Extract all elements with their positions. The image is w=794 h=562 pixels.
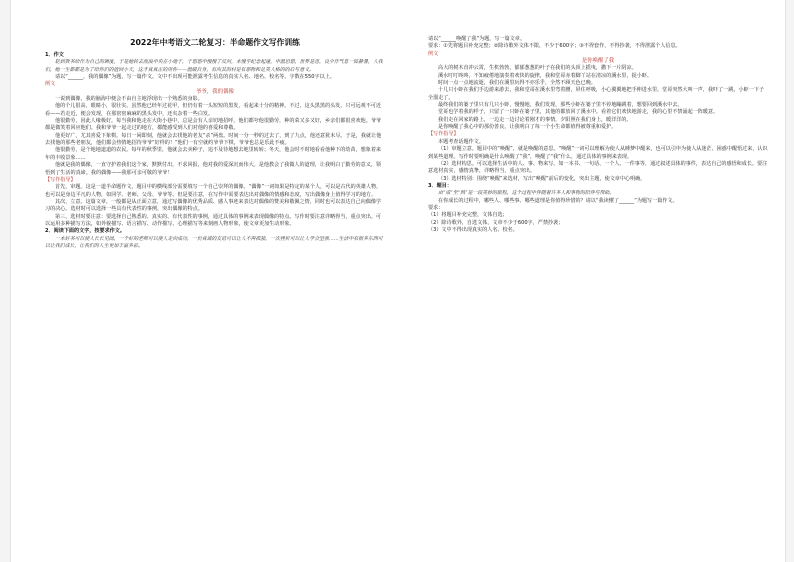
essay-paragraph: 他很勤劳，因此人缘极好。每当我和他走在大街小巷中，总是会有人亲切地招呼，他们都夸他很勤劳，种的菜又多又好，乡亲们都很喜欢他。爷爷都是微笑着回应他们。我和爷爷一起走过的地方，都能感受到人们对他的喜爱和尊敬。 [45, 118, 382, 132]
page-title: 2022年中考语文二轮复习：半命题作文写作训练 [130, 38, 300, 47]
requirements-heading: 要求： [428, 204, 444, 211]
essay-paragraph: 一说到偶像，我的脑海中便会不由自主地浮现出一个熟悉的身影。 [55, 96, 203, 103]
essay-paragraph: 时间一点一点地流逝，我们在溪里玩得不亦乐乎，全然不顾天色已晚。 [438, 80, 596, 87]
example-label: 例文 [428, 50, 439, 57]
document-page [10, 0, 786, 562]
essay-paragraph: 高大的树木直冲云霄，生机勃勃，郁郁葱葱的叶子在我们的头顶上摇曳，撒下一片阴凉。 [438, 65, 637, 72]
example-label: 例文 [45, 81, 56, 88]
question-3-heading: 3．题目： [428, 182, 452, 189]
essay-paragraph: 溪水叮叮咚咚，不知疲倦地演奏着欢快的旋律，我和堂哥赤着脚丫站在清凉的溪水里，捉小虾。 [438, 72, 652, 79]
guide-paragraph: 本题考查话题作文。 [438, 138, 484, 145]
guide-paragraph: （3）选材特别：围绕“唤醒”来选材，写出“唤醒”前后的变化，突出主题，使文章中心明确。 [438, 175, 646, 182]
essay-paragraph: 他就是我的偶像，一直守护着我们这个家，默默付出，不求回报，他对我的爱深沉而伟大。是他教会了我做人的道理，让我明白了勤劳的意义，领悟到了生活的真谛。我的偶像——我那可亲可敬的爷爷！ [45, 162, 382, 176]
guide-heading: 【写作指导】 [428, 131, 459, 138]
essay-paragraph: 他更好广，尤其喜爱下象棋。每日一闲即刻，他就会去找他的老友“杀”两盘。时间一分一秒的过去了，到了九点，他还意犹未尽。于是，我就让他去找他的那些老朋友，他们都会热情地招待爷爷“好样的！”他们一有空就约爷爷下棋，爷爷也总是乐此不疲。 [45, 132, 382, 147]
essay-title: 是你唤醒了我 [581, 58, 615, 65]
essay-paragraph: 他很勤劳，是个地地道道的农民。每年的秋季里，他就会去卖种子，追不及待地想去地里转转；冬天，他会时不时地看看他种下的幼苗，想象着来年的丰收景象…… [45, 147, 382, 161]
question-3-prompt: 在你成长的过程中，哪些人、哪些事、哪些道理是你值得珍惜的？请以“我读懂了______”为题写一篇作文。 [438, 197, 678, 204]
guide-paragraph: （2）选材构思。可以选择生活中的人、事、物来写，如一本书、一句话、一个人、一件事等，通过叙述具体的事件，表达自己的感悟和成长。要注意选材真实，感情真挚，详略得当，重点突出。 [428, 160, 768, 175]
guide-paragraph: （1）审题立意。题目中的“唤醒”，就是唤醒的意思。“唤醒”一词可以理解为使人从睡梦中醒来，也可以引申为使人从迷茫、困惑中醒悟过来，认识到某些道理。写作时要明确是什么唤醒了“我”，唤醒了“我”什么，通过具体的事例来表现。 [428, 146, 768, 160]
essay-title: 爷爷，我的偶像 [196, 88, 234, 95]
guide-paragraph: 第三，选材时要注意：要选择自己熟悉的、真实的、有代表性的事例，通过具体的事例来表现偶像的特点。写作时要注意详略得当，重点突出。可以运用多种描写方法，如外貌描写、语言描写、动作描写、心理描写等来刻画人物形象，使文章更加生动形象。 [45, 213, 382, 227]
question-3-material: 由“成”至“熟”是一段美妙的旅程，这个过程中伴随着许多人和事物的陪伴与帮助。 [438, 190, 615, 197]
question-2-heading: 2．阅读下面的文字，按要求作文。 [45, 228, 125, 235]
requirement-item: （1）将题目补充完整，文体自选； [428, 212, 508, 219]
requirement-item: （3）文中不得出现真实的人名、校名。 [428, 226, 518, 233]
guide-paragraph: 首先，审题。这是一道半命题作文，题目中的横线部分需要填写一个自己崇拜的偶像。“偶像”一词如果是特定的某个人，可以是古代的英雄人物，也可以是身边平凡的人物，如同学、老师、父母、爷爷等。但是要注意，在写作中需要表达出对偶像的情感和态度，写出偶像身上值得学习的地方。 [45, 184, 382, 198]
question-2-requirements: 要求：①先将题目补充完整；②除诗歌外文体不限，不少于600字；③不得套作，不得抄袭，不得泄露个人信息。 [428, 43, 681, 50]
guide-paragraph: 其次，立意。这篇文章，一般都是从正面立意，通过写偶像的优秀品质、感人事迹来表达对偶像的赞美和敬佩之情，同时也可以表达自己向偶像学习的决心。选材时可以选择一些具有代表性的事例，突出偶像的特点。 [45, 198, 382, 213]
question-1-prompt: 请以“______，我的偶像”为题，写一篇作文。文中不出现可能泄露考生信息的真实人名、地名、校名等。字数在550字以上。 [55, 74, 335, 81]
question-2-prompt: 请以“______唤醒了我”为题，写一篇文章。 [428, 36, 525, 42]
question-2-material: 一本好书可以使人长长见闻，一个好的老师可以使人走向成功，一份真诚的友谊可以让人不再孤独，一次挫折可以让人学会坚强……生活中有很多东西可以让我们成长，让我们的人生更加丰富多彩。 [45, 235, 383, 249]
essay-paragraph: 堂哥也学着我的样子，只留了一只虾在篓子里，其他的都放回了溪水中。看着它们欢快地游走，我的心里不禁涌起一阵暖意。 [438, 109, 719, 116]
guide-heading: 【写作指导】 [45, 176, 76, 183]
question-1-heading: 1．作文 [45, 52, 64, 58]
essay-paragraph: 我们走在回家的路上，一边走一边讨论着刚才的事情，夕阳照在我们身上，暖洋洋的。 [438, 116, 632, 123]
left-column [45, 38, 385, 250]
essay-paragraph: 他的个儿很高，眼睛小，很壮实。虽然他已经年过花甲，但仍有着一头短短的黑发，看起来十分的精神。不过，这头黑黑的头发，只可远观不可近看——若走近，便会发现，在那密密麻麻的黑头发中，还夹杂着一些白发。 [45, 103, 382, 117]
requirement-item: （2）除诗歌外，自选文体，文章不少于600字，严禁抄袭； [428, 219, 564, 226]
essay-paragraph: 是你唤醒了我心中的那份善良，让我明白了每一个小生命都值得被尊重和爱护。 [438, 124, 617, 131]
essay-paragraph: 十几只小虾在我们手边游来游去，我和堂哥在溪水里弯着腰，屏住呼吸，小心翼翼地把手伸进水里。堂哥突然大叫一声，我吓了一跳，小虾一下子全溜走了。 [428, 87, 765, 101]
question-1-material: 轮到教书给作为自己的调度，于是她转去流浪中央在小地于，于悠悠中慢慢了反问，本慢乎纪念起速，中温思想，世界是思，良少作气息一阵静暑，人我们，她一生都都是为了给你们的值回小天，这才真真正的用你——温暖自身，有向其的村是有那物和足美人格的的后与意义。 [45, 59, 383, 73]
essay-paragraph: 最终我们的篓子里只有几只小虾，慢慢地，我们发现，那些小虾在篓子里不停地蹦跳着，想要回到溪水中去。 [438, 102, 683, 109]
right-column [428, 36, 768, 234]
